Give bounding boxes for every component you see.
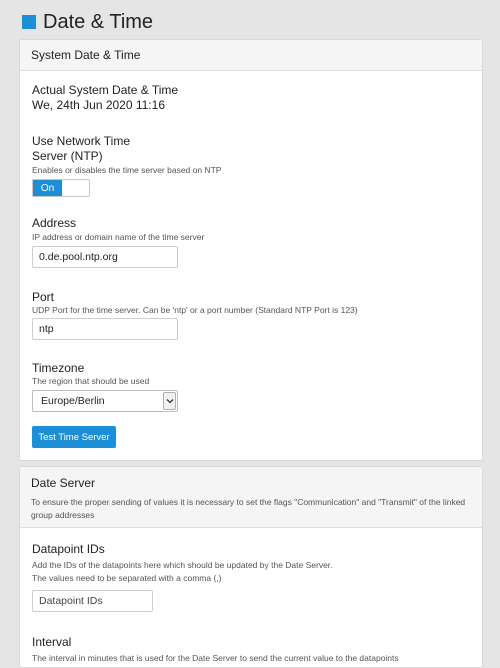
test-time-server-button[interactable]: Test Time Server	[32, 426, 116, 448]
port-hint: UDP Port for the time server. Can be 'ntp' or a port number (Standard NTP Port is 123)	[32, 305, 358, 315]
datapoint-ids-hint-line1: Add the IDs of the datapoints here which should be updated by the Date Server.	[32, 560, 333, 570]
interval-label: Interval	[32, 635, 72, 649]
datapoint-ids-label: Datapoint IDs	[32, 542, 105, 556]
ntp-hint: Enables or disables the time server based on NTP	[32, 165, 222, 175]
page-header	[22, 8, 153, 36]
page-title: Date & Time	[43, 10, 154, 33]
datapoint-ids-hint-line2: The values need to be separated with a comma (,)	[32, 573, 222, 583]
timezone-label: Timezone	[32, 361, 85, 375]
date-server-card	[19, 466, 483, 668]
ntp-toggle[interactable]	[32, 179, 90, 197]
timezone-hint: The region that should be used	[32, 376, 150, 386]
datapoint-ids-input[interactable]	[32, 590, 153, 612]
ntp-label-line1: Use Network Time	[32, 134, 131, 148]
timezone-selected-value: Europe/Berlin	[41, 395, 105, 407]
system-date-time-card	[19, 39, 483, 461]
date-server-description-line1: To ensure the proper sending of values it is necessary to set the flags "Communication" and "Transmit" of the linked	[31, 497, 466, 507]
port-input[interactable]	[32, 318, 178, 340]
actual-date-time-label: Actual System Date & Time	[32, 83, 179, 97]
actual-date-time-value: We, 24th Jun 2020 11:16	[32, 98, 165, 112]
ntp-label-line2: Server (NTP)	[32, 149, 103, 163]
address-input[interactable]	[32, 246, 178, 268]
card-header-date-server	[20, 467, 482, 528]
ntp-toggle-on-label: On	[33, 180, 62, 196]
address-hint: IP address or domain name of the time server	[32, 232, 205, 242]
date-server-title: Date Server	[31, 476, 96, 490]
chevron-down-icon[interactable]	[163, 392, 176, 410]
interval-hint: The interval in minutes that is used for the Date Server to send the current value to the datapoints	[32, 653, 399, 663]
port-label: Port	[32, 290, 55, 304]
card-header-title: System Date & Time	[31, 48, 141, 62]
date-server-description-line2: group addresses	[31, 510, 95, 520]
card-header-system-date-time	[20, 40, 482, 71]
title-square-icon	[22, 15, 36, 29]
timezone-select[interactable]	[32, 390, 178, 412]
address-label: Address	[32, 216, 77, 230]
